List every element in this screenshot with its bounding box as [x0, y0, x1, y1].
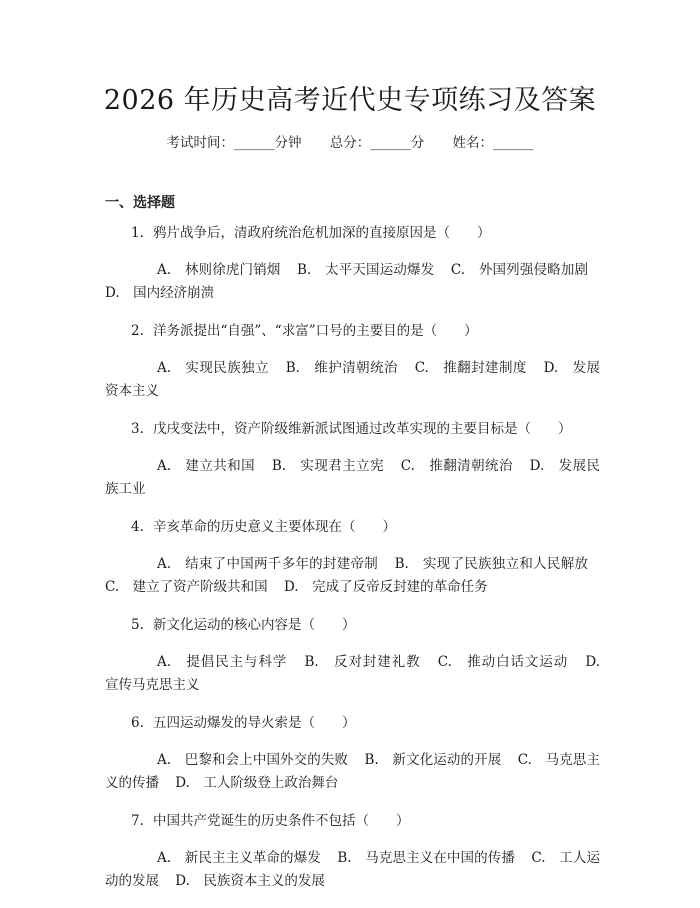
- option-a: A. 林则徐虎门销烟: [157, 262, 281, 278]
- question-text: 鸦片战争后，清政府统治危机加深的直接原因是（ ）: [153, 225, 491, 241]
- question-item: [105, 418, 600, 501]
- option-a: A. 建立共和国: [157, 458, 256, 474]
- question-text: 新文化运动的核心内容是（ ）: [153, 617, 356, 633]
- option-b: B. 维护清朝统治: [285, 360, 398, 376]
- question-item: [105, 712, 600, 795]
- question-stem: [105, 418, 600, 441]
- question-number: 3.: [131, 421, 144, 437]
- option-b: B. 实现了民族独立和人民解放: [394, 556, 588, 572]
- question-number: 4.: [131, 519, 144, 535]
- option-b: B. 新文化运动的开展: [364, 752, 502, 768]
- total-score-label: 总分：: [329, 135, 371, 151]
- section-heading: 一、选择题: [105, 195, 175, 211]
- question-item: [105, 320, 600, 403]
- exam-time-unit: 分钟: [274, 135, 302, 151]
- option-a: A. 巴黎和会上中国外交的失败: [157, 752, 349, 768]
- question-list: [105, 222, 614, 908]
- question-number: 6.: [131, 715, 144, 731]
- option-c: C. 外国列强侵略加剧: [450, 262, 589, 278]
- question-options: [105, 357, 600, 403]
- question-text: 戊戌变法中，资产阶级维新派试图通过改革实现的主要目标是（ ）: [153, 421, 572, 437]
- question-options: [105, 651, 614, 697]
- question-number: 1.: [131, 225, 144, 241]
- question-options: [105, 847, 600, 893]
- total-score-blank: ______: [370, 135, 411, 151]
- student-name-blank: ______: [493, 135, 534, 151]
- question-text: 辛亥革命的历史意义主要体现在（ ）: [153, 519, 396, 535]
- option-c: C. 马克思主义的传播: [105, 752, 600, 791]
- student-name-field: [453, 135, 534, 151]
- question-stem: [105, 810, 600, 833]
- question-text: 五四运动爆发的导火索是（ ）: [153, 715, 356, 731]
- option-a: A. 提倡民主与科学: [157, 654, 288, 670]
- option-b: B. 马克思主义在中国的传播: [337, 850, 515, 866]
- option-d: D. 发展民族工业: [105, 458, 601, 497]
- question-stem: [105, 320, 600, 343]
- exam-time-field: [166, 135, 301, 151]
- option-c: C. 推翻封建制度: [414, 360, 527, 376]
- question-options: [105, 259, 600, 305]
- question-options: [105, 553, 600, 599]
- question-item: [105, 810, 600, 893]
- exam-info-line: [0, 131, 700, 151]
- option-a: A. 结束了中国两千多年的封建帝制: [157, 556, 379, 572]
- question-number: 7.: [131, 813, 144, 829]
- option-b: B. 太平天国运动爆发: [297, 262, 435, 278]
- option-a: A. 新民主主义革命的爆发: [157, 850, 321, 866]
- question-item: [105, 614, 614, 697]
- option-c: C. 建立了资产阶级共和国: [105, 579, 268, 595]
- option-d: D. 工人阶级登上政治舞台: [175, 775, 339, 791]
- option-c: C. 工人运动的发展: [105, 850, 600, 889]
- option-d: D. 民族资本主义的发展: [175, 873, 325, 889]
- exam-time-label: 考试时间：: [166, 135, 234, 151]
- exam-time-blank: ______: [233, 135, 275, 151]
- option-a: A. 实现民族独立: [157, 360, 270, 376]
- option-d: D. 国内经济崩溃: [105, 285, 215, 301]
- document-title: 2026 年历史高考近代史专项练习及答案: [103, 85, 597, 116]
- question-number: 2.: [131, 323, 144, 339]
- option-b: B. 反对封建礼教: [304, 654, 421, 670]
- question-stem: [105, 222, 600, 245]
- option-b: B. 实现君主立宪: [271, 458, 385, 474]
- option-c: C. 推翻清朝统治: [400, 458, 513, 474]
- question-stem: [105, 614, 600, 637]
- question-item: [105, 222, 600, 305]
- total-score-unit: 分: [410, 135, 425, 151]
- question-options: [105, 455, 600, 501]
- question-options: [105, 749, 600, 795]
- total-score-field: [330, 135, 425, 151]
- question-item: [105, 516, 600, 599]
- question-number: 5.: [131, 617, 144, 633]
- question-text: 中国共产党诞生的历史条件不包括（ ）: [153, 813, 410, 829]
- option-d: D. 宣传马克思主义: [105, 654, 614, 693]
- question-text: 洋务派提出“自强”、“求富”口号的主要目的是（ ）: [153, 323, 478, 339]
- question-stem: [105, 712, 600, 735]
- student-name-label: 姓名：: [452, 135, 494, 151]
- question-stem: [105, 516, 600, 539]
- option-d: D. 发展资本主义: [105, 360, 601, 399]
- option-c: C. 推动白话文运动: [437, 654, 569, 670]
- option-d: D. 完成了反帝反封建的革命任务: [283, 579, 488, 595]
